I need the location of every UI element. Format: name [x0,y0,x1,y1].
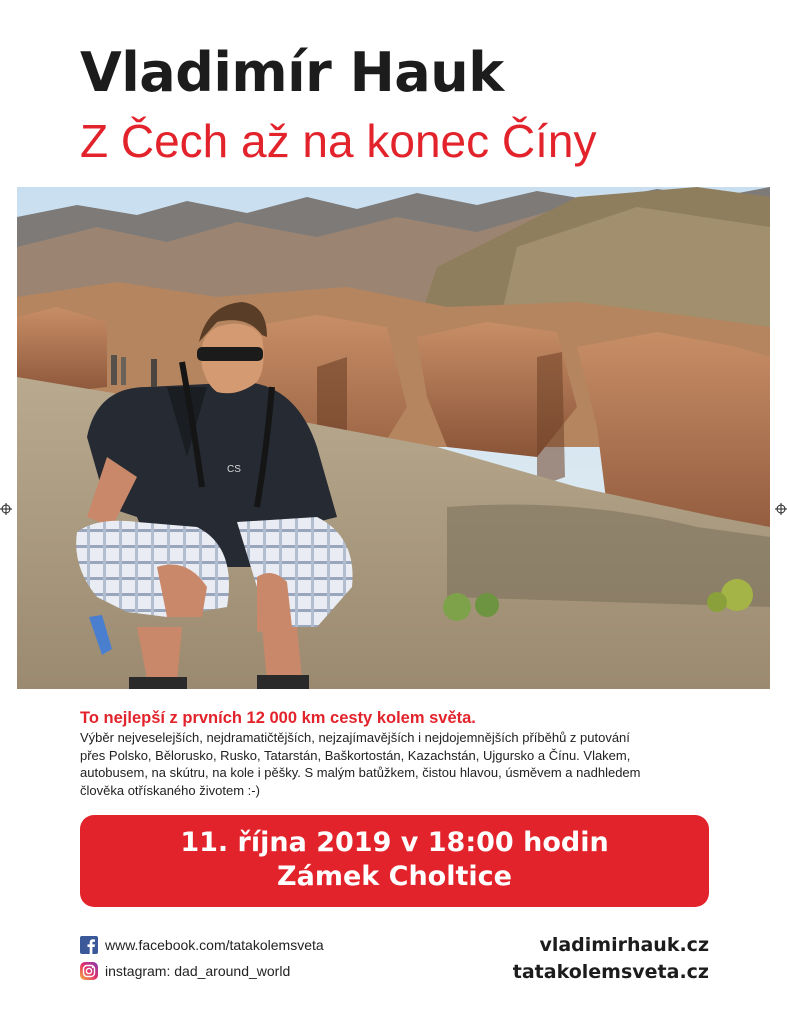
registration-mark-icon [775,503,787,515]
description-line: Výběr nejveselejších, nejdramatičtějších, nejzajímavějších i nejdojemnějších příběhů z putování [80,730,630,745]
registration-mark-icon [0,503,12,515]
shirt-logo: CS [227,464,241,475]
poster-title-name: Vladimír Hauk [80,41,504,104]
facebook-url[interactable]: www.facebook.com/tatakolemsveta [105,937,324,953]
website-link-vladimirhauk[interactable]: vladimirhauk.cz [539,934,709,956]
description-line: člověka otřískaného životem :-) [80,782,260,798]
description [80,729,720,799]
instagram-handle[interactable]: instagram: dad_around_world [105,963,291,979]
traveler-canyon-photo [17,187,770,689]
description-line: přes Polsko, Bělorusko, Rusko, Tatarstán, Baškortostán, Kazachstán, Ujgursko a Čínu. Vlakem, [80,747,631,763]
event-place: Zámek Choltice [277,861,512,892]
event-date: 11. října 2019 v 18:00 hodin [180,827,609,858]
description-line: autobusem, na skútru, na kole i pěšky. S malým batůžkem, čistou hlavou, úsměvem a nadhledem [80,765,641,780]
facebook-icon [80,936,98,954]
poster-subtitle: Z Čech až na konec Číny [80,115,597,167]
instagram-icon [80,962,98,980]
instagram-link[interactable] [80,961,290,981]
website-link-tatakolemsveta[interactable]: tatakolemsveta.cz [512,961,709,983]
event-banner [80,815,709,907]
facebook-link[interactable] [80,935,324,955]
tagline: To nejlepší z prvních 12 000 km cesty kolem světa. [80,709,476,727]
